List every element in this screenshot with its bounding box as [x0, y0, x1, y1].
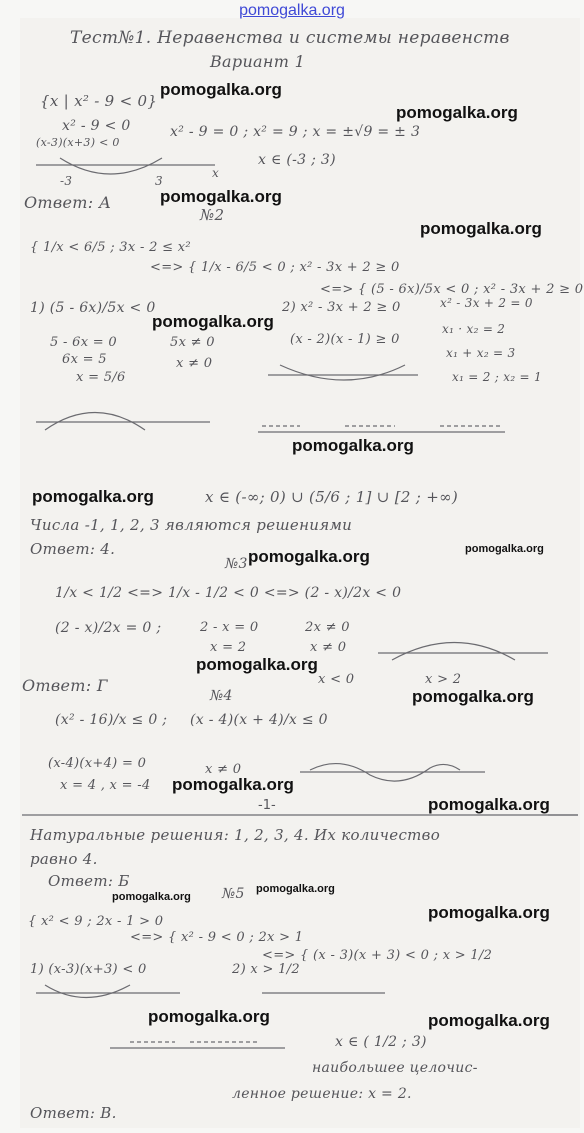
t4-answer: Ответ: Б: [48, 872, 130, 890]
t5-greatest: наибольшее целочис-: [312, 1060, 478, 1076]
watermark: pomogalka.org: [256, 883, 335, 895]
t2-part2: 2) x² - 3x + 2 ≥ 0: [282, 300, 401, 315]
t3-answer: Ответ: Г: [22, 676, 108, 695]
watermark: pomogalka.org: [428, 903, 550, 922]
watermark: pomogalka.org: [396, 103, 518, 122]
t2-vieta0: x² - 3x + 2 = 0: [440, 296, 533, 310]
t1-answer: Ответ: А: [24, 193, 112, 212]
t2-part1: 1) (5 - 6x)/5x < 0: [30, 300, 156, 316]
t1-axis-x: x: [212, 166, 220, 180]
t5-greatest2: ленное решение: x = 2.: [232, 1086, 412, 1102]
watermark: pomogalka.org: [428, 1011, 550, 1030]
t2-part1e: x ≠ 0: [176, 356, 213, 371]
t1-line1: x² - 9 < 0: [62, 118, 131, 134]
t1-line2: (x-3)(x+3) < 0: [36, 136, 120, 149]
t2-vieta2: x₁ + x₂ = 3: [446, 346, 516, 360]
watermark: pomogalka.org: [465, 543, 544, 555]
watermark: pomogalka.org: [148, 1007, 270, 1026]
t1-axis-left: -3: [60, 174, 73, 188]
t2-number: №2: [200, 206, 225, 224]
t4-line2b: x ≠ 0: [205, 762, 242, 777]
watermark: pomogalka.org: [420, 219, 542, 238]
t1-set: {x | x² - 9 < 0}: [40, 92, 158, 110]
t4-natural: Натуральные решения: 1, 2, 3, 4. Их количество: [30, 826, 441, 844]
t2-vieta3: x₁ = 2 ; x₂ = 1: [452, 370, 542, 384]
watermark: pomogalka.org: [160, 80, 282, 99]
t3-line2b: x = 2: [210, 640, 247, 655]
t4-natural2: равно 4.: [30, 850, 98, 868]
t2-answer: Ответ: 4.: [30, 540, 116, 558]
t2-part2a: (x - 2)(x - 1) ≥ 0: [290, 332, 400, 347]
t1-solution: x ∈ (-3 ; 3): [258, 152, 336, 168]
t2-result: x ∈ (-∞; 0) ∪ (5/6 ; 1] ∪ [2 ; +∞): [205, 488, 459, 506]
t5-number: №5: [222, 886, 245, 902]
site-link[interactable]: pomogalka.org: [239, 2, 345, 19]
t1-line3: x² - 9 = 0 ; x² = 9 ; x = ±√9 = ± 3: [170, 124, 421, 140]
watermark: pomogalka.org: [248, 547, 370, 566]
t3-line2: (2 - x)/2x = 0 ;: [55, 620, 162, 636]
t2-system-mid: <=> { 1/x - 6/5 < 0 ; x² - 3x + 2 ≥ 0: [150, 260, 400, 275]
watermark: pomogalka.org: [112, 891, 191, 903]
t4-line2: (x-4)(x+4) = 0: [48, 756, 147, 771]
t4-line3: x = 4 , x = -4: [60, 778, 151, 793]
t3-line1: 1/x < 1/2 <=> 1/x - 1/2 < 0 <=> (2 - x)/2x < 0: [55, 585, 402, 601]
t3-line2a: 2 - x = 0: [200, 620, 259, 635]
page-number: -1-: [258, 798, 276, 813]
t3-line3b: x > 2: [425, 672, 462, 687]
watermark: pomogalka.org: [196, 655, 318, 674]
t2-part1d: 5x ≠ 0: [170, 335, 215, 350]
watermark: pomogalka.org: [32, 487, 154, 506]
t5-system3: <=> { (x - 3)(x + 3) < 0 ; x > 1/2: [262, 948, 493, 963]
t2-part1c: x = 5/6: [76, 370, 126, 385]
watermark: pomogalka.org: [292, 436, 414, 455]
watermark: pomogalka.org: [160, 187, 282, 206]
watermark: pomogalka.org: [172, 775, 294, 794]
test-title: Тест№1. Неравенства и системы неравенств: [70, 28, 510, 48]
t5-system2: <=> { x² - 9 < 0 ; 2x > 1: [130, 930, 304, 945]
t5-system1: { x² < 9 ; 2x - 1 > 0: [28, 914, 164, 929]
t3-line2c: 2x ≠ 0: [305, 620, 350, 635]
t2-system-right: <=> { (5 - 6x)/5x < 0 ; x² - 3x + 2 ≥ 0: [320, 282, 584, 297]
t2-vieta1: x₁ · x₂ = 2: [442, 322, 506, 336]
t4-line1: (x² - 16)/x ≤ 0 ;: [55, 712, 168, 728]
t2-system-left: { 1/x < 6/5 ; 3x - 2 ≤ x²: [30, 240, 191, 255]
t3-line3a: x < 0: [318, 672, 355, 687]
t5-part2: 2) x > 1/2: [232, 962, 300, 977]
watermark: pomogalka.org: [428, 795, 550, 814]
t5-answer: Ответ: В.: [30, 1104, 117, 1122]
watermark: pomogalka.org: [152, 312, 274, 331]
t5-part1: 1) (x-3)(x+3) < 0: [30, 962, 147, 977]
t4-line1b: (x - 4)(x + 4)/x ≤ 0: [190, 712, 328, 728]
t4-number: №4: [210, 688, 233, 704]
t2-part1b: 6x = 5: [62, 352, 107, 367]
watermark: pomogalka.org: [412, 687, 534, 706]
t1-axis-right: 3: [155, 174, 163, 188]
t3-line2d: x ≠ 0: [310, 640, 347, 655]
t2-part1a: 5 - 6x = 0: [50, 335, 117, 350]
t2-numbers: Числа -1, 1, 2, 3 являются решениями: [30, 516, 353, 534]
t3-number: №3: [225, 556, 248, 572]
t5-result: x ∈ ( 1/2 ; 3): [335, 1034, 427, 1050]
variant-label: Вариант 1: [210, 52, 306, 71]
